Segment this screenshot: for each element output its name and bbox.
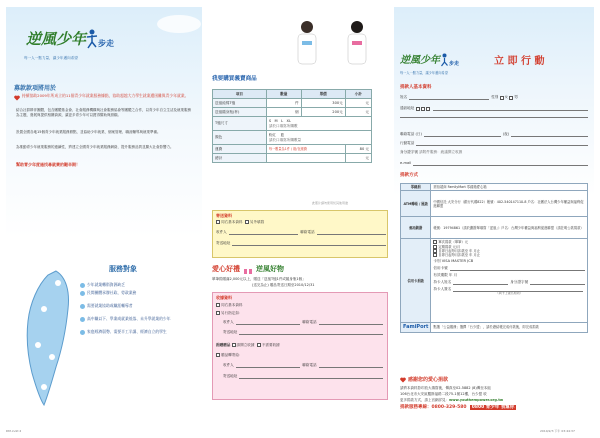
method-famiport: FamiPort 點選「公益服務」選擇「台少盟」，請於總結帳完成付款後，即完成捐款 <box>401 323 588 333</box>
right-tagline: 每一人一點力量，讓少年邁向希望 <box>400 71 448 75</box>
method-atm: ATM轉帳 / 匯款 中國信託 大安分行（銀行代碼822）帳號：402-540147110-8 戶名：社團法人台灣少年權益與福利促進聯盟 <box>401 191 588 217</box>
cloud-decoration <box>156 12 202 34</box>
id-field[interactable]: 身分證字號 請附件服務：統議開立收據 <box>400 150 463 154</box>
payment-table <box>400 183 588 333</box>
logo-walk: 步走 <box>98 38 115 48</box>
logo-title: 逆風少年 <box>26 29 87 48</box>
addr-line: 106台北市大安區羅斯福路二段75-1號12樓，台少盟 收 <box>400 392 487 396</box>
receipt-opt-other[interactable]: 另行指定如： <box>216 311 243 316</box>
address-line-2[interactable] <box>400 117 588 118</box>
model-photo-1 <box>292 19 322 69</box>
name-field[interactable]: 姓名 性別 女 男 <box>400 95 518 100</box>
logo-walk: 步走 <box>449 60 460 67</box>
phone-field[interactable]: 聯絡電話 (日) (夜) <box>400 132 588 137</box>
order-row <box>213 108 372 117</box>
runner-icon <box>86 29 98 49</box>
price-cell: 300元 <box>301 99 345 108</box>
checkbox[interactable] <box>216 220 220 224</box>
card-sign[interactable]: 持卡人簽名 <box>433 287 585 292</box>
order-header-row <box>213 90 372 99</box>
right-logo <box>400 53 459 67</box>
forward-address[interactable]: 寄送地址 <box>223 374 383 379</box>
receipt-recipient[interactable]: 收件人 聯絡電話 <box>223 320 383 325</box>
service-item: 少年就業轉銜資源缺乏 <box>80 283 198 288</box>
card-option[interactable]: 自即日起每月扣款至 年 月止 <box>433 253 585 257</box>
slogan: 幫助青少年度過找尋就業的艱辛期！ <box>16 162 80 167</box>
gift-forward[interactable]: 贈品轉寄給： <box>216 353 243 358</box>
col-header: 項目 <box>213 90 267 99</box>
para-4: 為推動青少年就業服務的連續性，將建立全國青少年就業服務網絡，提升服務品質並擴大社會影響力。 <box>16 145 174 149</box>
col-header: 小計 <box>345 90 371 99</box>
card-valid[interactable]: 有效期限 年 月 <box>433 273 458 278</box>
gift-love: 愛心好禮 <box>212 265 240 273</box>
para-3: 設置全國各地15個青少年就業服務據點，並協助少年就業、個案管理、職涯輔導與就業準備。 <box>16 130 161 134</box>
size-label: T恤尺寸 <box>213 117 267 131</box>
services-list <box>80 283 198 338</box>
shipping-amount: 80 元 <box>345 145 371 154</box>
right-panel <box>394 7 594 427</box>
footer-right: 2010/2/3 下午 03:44:37 <box>540 429 575 433</box>
gift-desc: 單筆捐贈滿2,000元以上，贈送「逆風T恤1件或隨身瓶1個」 <box>212 277 306 281</box>
subtotal-cell[interactable]: 元 <box>345 99 371 108</box>
color-row <box>213 131 372 145</box>
checkbox[interactable] <box>232 343 236 347</box>
color-label: 顏色 <box>213 131 267 145</box>
service-item: 高中職以下、學業或就業低落、未升學就業的少年 <box>80 317 198 322</box>
website-link[interactable]: www.youthempower.org.tw <box>449 398 504 402</box>
shipping-note: 每一數量為1件 / 箱/包運費 <box>266 145 345 154</box>
method-title: 捐款方式 <box>400 173 418 178</box>
service-item: 家庭經濟弱勢、需要半工半讀、經濟自立的學生 <box>80 330 198 335</box>
shipping-row <box>213 145 372 154</box>
total-amount[interactable]: 元 <box>345 154 371 163</box>
cta-title: 立 即 行 動 <box>494 56 545 67</box>
checkbox[interactable] <box>257 343 261 347</box>
services-title: 服務對象 <box>109 265 137 273</box>
gift-header <box>212 265 284 274</box>
col-header: 單價 <box>301 90 345 99</box>
mobile-field[interactable]: 行動電話 <box>400 141 588 146</box>
color-options[interactable]: 粉紅 藍 請於口填寫所購數量 <box>266 131 371 145</box>
delivery-box <box>212 210 388 258</box>
card-number[interactable]: 信用卡號 <box>433 266 585 271</box>
order-item: 逆風隨身瓶(杯) <box>213 108 267 117</box>
gift-note: (送完為止) 贈品寄送日期至2010/12/31 <box>252 283 315 287</box>
gift-icon <box>243 266 253 274</box>
receipt-choice: 捐贈贈品 請開立收據 不需要收據 <box>216 343 280 347</box>
left-panel <box>6 7 202 427</box>
order-table <box>212 89 372 163</box>
basic-title: 捐款人基本資料 <box>400 85 432 90</box>
recipient-field[interactable]: 收件人 聯絡電話 <box>216 230 386 235</box>
gift-wind: 逆風好物 <box>256 265 284 273</box>
receipt-box <box>212 292 388 400</box>
heart-icon <box>14 95 20 101</box>
footer-left: DM.indd 2 <box>6 429 22 433</box>
card-holder[interactable]: 持卡人姓名 身分證字號 <box>433 280 585 285</box>
forward-recipient[interactable]: 收件人 聯絡電話 <box>223 363 383 368</box>
address-field[interactable]: 寄送地址 <box>216 241 386 246</box>
fax-line: 請將本資料影印放大填寫後，傳真至02-5882 (8)傳至本組 <box>400 386 491 390</box>
card-type[interactable]: 卡別 VISA MASTER JCB <box>433 259 474 264</box>
order-title: 我要購買義賣商品 <box>212 74 292 84</box>
sign-note: （與卡上簽名相同） <box>495 290 523 295</box>
logo-title: 逆風少年 <box>400 55 440 66</box>
checkbox[interactable] <box>245 220 249 224</box>
price-cell: 200元 <box>301 108 345 117</box>
left-tagline: 每一人一點力量，讓少年邁向希望 <box>24 56 78 60</box>
card-option[interactable]: 定期捐款 元/月 <box>433 245 585 249</box>
email-field[interactable]: e-mail <box>400 161 588 166</box>
photo-note: 此照片請勿使用於其他用途 <box>312 201 349 205</box>
delivery-title: 寄送資料 <box>216 213 232 218</box>
receipt-opt-same[interactable]: 同右基本資料 <box>216 303 243 308</box>
subtotal-cell[interactable]: 元 <box>345 108 371 117</box>
middle-panel <box>202 7 394 427</box>
thanks-line: 感謝您的愛心捐款 <box>400 377 448 384</box>
size-options[interactable]: S M L XL 請於口填寫所購數 <box>266 117 371 131</box>
method-postal: 郵局劃撥 帳號：19794861（請於劃撥單填寫「逆風」）戶名：台灣少年權益與福利促進聯盟（請註明公款捐款） <box>401 217 588 239</box>
total-row <box>213 154 372 163</box>
para-2: 結合社群夥伴團體，包含團體基金會、社會服務機構與社會服務協會等團體之合作，以青少年自立生活及就業服務為主題，發展與提供相關資源，讓更多青少年可以獲得幫助與照顧。 <box>16 108 191 117</box>
left-logo <box>26 29 114 49</box>
card-option[interactable]: 單次捐款（單筆）元 <box>433 240 585 244</box>
taiwan-map-icon <box>22 269 74 409</box>
heart-icon <box>400 377 406 383</box>
method-coins: 零錢捐 需佰超商 FamilyMart 零錢箱愛心箱 <box>401 184 588 191</box>
order-item: 逆風純棉T恤 <box>213 99 267 108</box>
web-line: 更多捐款方式，請上官網詳見：www.youthempower.org.tw <box>400 398 504 402</box>
col-header: 數量 <box>266 90 301 99</box>
service-item: 需要就業協助或職涯輔導者 <box>80 304 198 309</box>
size-row <box>213 117 372 131</box>
shipping-label: 運費 <box>213 145 267 154</box>
address-field[interactable]: 通訊地址 <box>400 106 588 111</box>
card-form <box>431 239 588 323</box>
receipt-address[interactable]: 寄送地址 <box>223 330 383 335</box>
receipt-title: 收據資料 <box>216 295 232 300</box>
qty-cell[interactable]: 件 <box>266 99 301 108</box>
delivery-options: 同右基本資料 另外填寫 <box>216 220 264 225</box>
hotline-line: 捐款服務專線：0800-329-580 0800 青少年 我幫你 <box>400 405 515 410</box>
order-row <box>213 99 372 108</box>
runner-icon <box>440 53 449 67</box>
section-title: 募款款項將用於 <box>14 85 57 92</box>
service-item: 民間團體承辦社政、勞政業務 <box>80 291 198 296</box>
card-option[interactable]: 自即日起每月扣款至 年 月止 <box>433 249 585 253</box>
method-card: 信用卡捐款 單次捐款（單筆）元 定期捐款 元/月 自即日起每月扣款至 年 月止 自即日起每月扣款至 年 月止 卡別 VISA MASTER JCB 信用卡號 有效期限 年 月 持卡人姓名 身分證字號 持卡人簽名 （與卡上簽名相同） <box>401 239 588 323</box>
model-photo-2 <box>342 19 372 69</box>
total-label: 總計 <box>213 154 267 163</box>
qty-cell[interactable]: 個 <box>266 108 301 117</box>
para-1: 持續協助2009年所成立的11個青少年就業服務據點，協助超越大力學生就業遭困難與青少年就業。 <box>22 93 189 98</box>
